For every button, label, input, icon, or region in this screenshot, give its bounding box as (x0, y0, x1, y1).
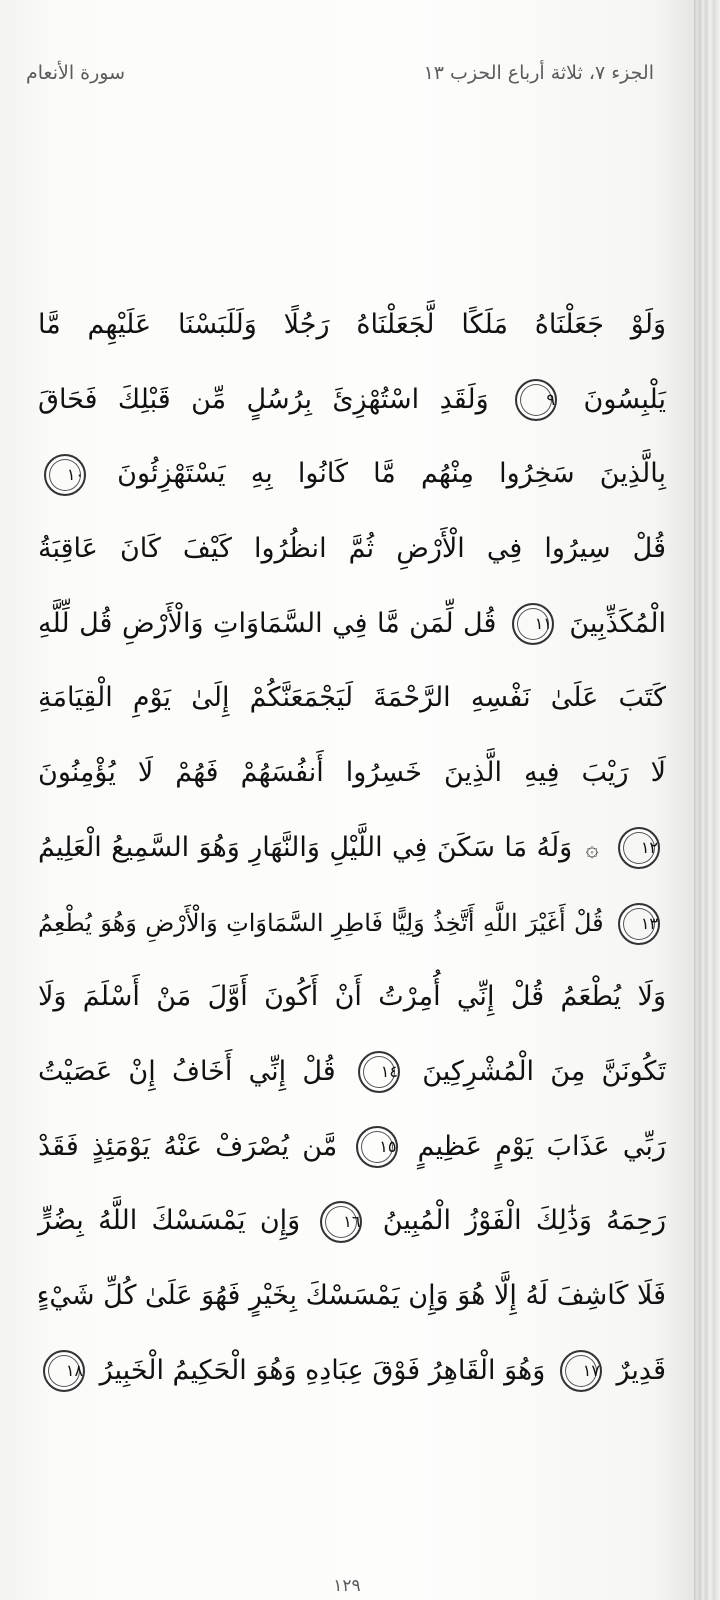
verse-text: وَإِن يَمْسَسْكَ اللَّهُ بِضُرٍّ (38, 1205, 301, 1237)
text-line (38, 1110, 666, 1185)
verse-text: رَحِمَهُ وَذَٰلِكَ الْفَوْزُ الْمُبِينُ (382, 1205, 666, 1237)
text-line (38, 811, 666, 886)
verse-text: لَا رَيْبَ فِيهِ الَّذِينَ خَسِرُوا أَنفُسَهُمْ فَهُمْ لَا يُؤْمِنُونَ (38, 757, 666, 789)
text-line (38, 886, 666, 961)
verse-text: وَهُوَ الْقَاهِرُ فَوْقَ عِبَادِهِ وَهُوَ الْحَكِيمُ الْخَبِيرُ (99, 1354, 546, 1386)
ayah-number-marker: ١١ (512, 603, 554, 645)
page-number: ١٢٩ (333, 1576, 361, 1596)
verse-text: يَلْبِسُونَ (583, 383, 666, 415)
page-edge (694, 0, 720, 1600)
verse-text: مَّن يُصْرَفْ عَنْهُ يَوْمَئِذٍ فَقَدْ (38, 1130, 338, 1162)
text-line (38, 661, 666, 736)
verse-text: الْمُكَذِّبِينَ (569, 607, 666, 639)
text-line (38, 1035, 666, 1110)
text-line (38, 437, 666, 512)
text-line (38, 960, 666, 1035)
text-line (38, 288, 666, 363)
verse-text: وَلَهُ مَا سَكَنَ فِي اللَّيْلِ وَالنَّهَارِ وَهُوَ السَّمِيعُ الْعَلِيمُ (38, 831, 573, 863)
ayah-number-marker: ١٥ (356, 1126, 398, 1168)
text-line (38, 587, 666, 662)
verse-text: وَلَا يُطْعَمُ قُلْ إِنِّي أُمِرْتُ أَنْ أَكُونَ أَوَّلَ مَنْ أَسْلَمَ وَلَا (38, 981, 666, 1013)
text-line (38, 363, 666, 438)
text-line (38, 1334, 666, 1409)
verse-text: كَتَبَ عَلَىٰ نَفْسِهِ الرَّحْمَةَ لَيَجْمَعَنَّكُمْ إِلَىٰ يَوْمِ الْقِيَامَةِ (38, 682, 666, 714)
verse-text: قُلْ سِيرُوا فِي الْأَرْضِ ثُمَّ انظُرُوا كَيْفَ كَانَ عَاقِبَةُ (38, 533, 666, 565)
verse-text: قَدِيرٌ (616, 1354, 666, 1386)
text-line (38, 1259, 666, 1334)
ayah-number-marker: ١٧ (560, 1350, 602, 1392)
text-line (38, 736, 666, 811)
verse-text: رَبِّي عَذَابَ يَوْمٍ عَظِيمٍ (417, 1130, 666, 1162)
verse-text: قُلْ أَغَيْرَ اللَّهِ أَتَّخِذُ وَلِيًّا فَاطِرِ السَّمَاوَاتِ وَالْأَرْضِ وَهُوَ يُطْعِمُ (38, 908, 604, 937)
quran-text-block (38, 288, 666, 1408)
ayah-number-marker: ١٣ (618, 903, 660, 945)
ayah-number-marker: ١٨ (43, 1350, 85, 1392)
verse-text: فَلَا كَاشِفَ لَهُ إِلَّا هُوَ وَإِن يَمْسَسْكَ بِخَيْرٍ فَهُوَ عَلَىٰ كُلِّ شَيْءٍ (36, 1279, 666, 1311)
ayah-number-marker: ٩ (515, 379, 557, 421)
verse-text: بِالَّذِينَ سَخِرُوا مِنْهُم مَّا كَانُوا بِهِ يَسْتَهْزِئُونَ (117, 458, 666, 490)
ayah-number-marker: ١٠ (44, 454, 86, 496)
ayah-number-marker: ١٢ (618, 827, 660, 869)
page-header (26, 52, 654, 92)
surah-name: سورة الأنعام (26, 62, 126, 84)
verse-text: قُلْ إِنِّي أَخَافُ إِنْ عَصَيْتُ (38, 1055, 336, 1087)
text-line (38, 512, 666, 587)
ayah-number-marker: ١٤ (358, 1051, 400, 1093)
verse-text: تَكُونَنَّ مِنَ الْمُشْرِكِينَ (422, 1055, 666, 1087)
verse-text: وَلَوْ جَعَلْنَاهُ مَلَكًا لَّجَعَلْنَاهُ رَجُلًا وَلَلَبَسْنَا عَلَيْهِم مَّا (38, 309, 666, 340)
juz-hizb-label: الجزء ٧، ثلاثة أرباع الحزب ١٣ (423, 62, 654, 84)
verse-text: قُل لِّمَن مَّا فِي السَّمَاوَاتِ وَالْأَرْضِ قُل لِّلَّهِ (38, 607, 497, 639)
hizb-ornament-icon: ۞ (585, 836, 599, 862)
verse-text: وَلَقَدِ اسْتُهْزِئَ بِرُسُلٍ مِّن قَبْلِكَ فَحَاقَ (38, 383, 489, 415)
text-line (38, 1184, 666, 1259)
ayah-number-marker: ١٦ (320, 1201, 362, 1243)
